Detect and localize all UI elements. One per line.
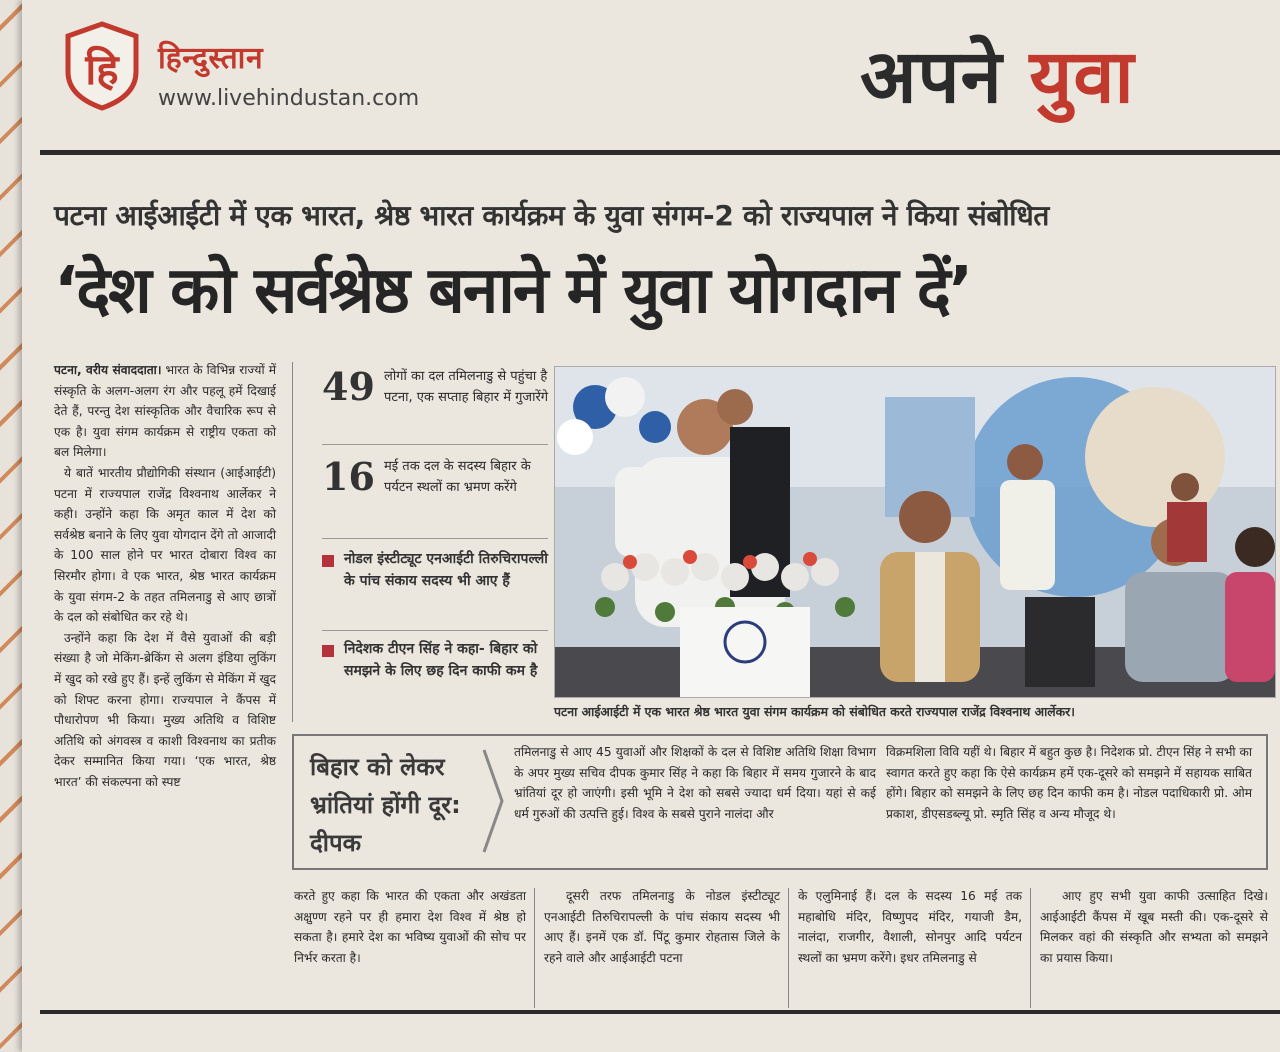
bottom-col-2 [544, 886, 780, 968]
sidebox-title: बिहार को लेकर भ्रांतियां होंगी दूर: दीपक [310, 753, 461, 857]
bottom-col-3 [798, 886, 1022, 968]
stat-text: लोगों का दल तमिलनाडु से पहुंचा है पटना, एक सप्ताह बिहार में गुजारेंगे [384, 369, 549, 405]
stat-number: 49 [322, 364, 375, 409]
sidebox-col-2: विक्रमशिला विवि यहीं थे। बिहार में बहुत कुछ है। निदेशक प्रो. टीएन सिंह ने सभी का स्वागत करते हुए कहा कि ऐसे कार्यक्रम हमें एक-दूसरे को समझने में सहायक साबित होंगे। बिहार को समझने के लिए छह दिन काफी कम है। नोडल पदाधिकारी प्रो. ओम प्रकाश, डीएसडब्ल्यू प्रो. स्मृति सिंह व अन्य मौजूद थे। [886, 745, 1252, 821]
left-para-1-text: भारत के विभिन्न राज्यों में संस्कृति के अलग-अलग रंग और पहलू हमें दिखाई देते हैं, परन्तु देश सांस्कृतिक और वैचारिक रूप से एक है। युवा संगम कार्यक्रम से राष्ट्रीय एकता को बल मिलेगा। [54, 363, 276, 460]
brand-url: www.livehindustan.com [158, 86, 420, 111]
hindustan-logo-icon [64, 20, 140, 112]
left-column [54, 360, 276, 792]
event-photo [554, 366, 1276, 698]
left-para-3: उन्होंने कहा कि देश में वैसे युवाओं की बड़ी संख्या है जो मेकिंग-ब्रेकिंग से अलग इंडिया लुकिंग में खुद को रखे हुए हैं। इन्हें लुकिंग से मेकिंग में खुद को शिफ्ट करना होगा। राज्यपाल ने कैंपस में पौधारोपण भी किया। मुख्य अतिथि व विशिष्ट अतिथि को अंगवस्त्र व काशी विश्वनाथ का प्रतीक देकर सम्मानित किया गया। ‘एक भारत, श्रेष्ठ भारत’ की संकल्पना को स्पष्ट [54, 630, 276, 789]
bottom-para-3: के एलुमिनाई हैं। दल के सदस्य 16 मई तक महाबोधि मंदिर, विष्णुपद मंदिर, गयाजी डैम, नालंदा, राजगीर, वैशाली, सोनपुर आदि पर्यटन स्थलों का भ्रमण करेंगे। इधर तमिलनाडु से [798, 889, 1022, 965]
left-para-2: ये बातें भारतीय प्रौद्योगिकी संस्थान (आईआईटी) पटना में राज्यपाल राजेंद्र विश्वनाथ आर्लेकर ने कही। उन्होंने कहा कि अमृत काल में देश को सर्वश्रेष्ठ बनाने के लिए युवा योगदान देंगे तो आजादी के 100 साल होने पर भारत दोबारा विश्व का सिरमौर होगा। वे एक भारत, श्रेष्ठ भारत कार्यक्रम के युवा संगम-2 के तहत तमिलनाडु से आए छात्रों के दल को संबोधित कर रहे थे। [54, 465, 276, 625]
column-divider [534, 888, 535, 1008]
section-title [860, 34, 1135, 120]
chevron-right-icon [480, 746, 506, 856]
photo-illustration [555, 367, 1275, 697]
kicker: पटना आईआईटी में एक भारत, श्रेष्ठ भारत कार्यक्रम के युवा संगम-2 को राज्यपाल ने किया संबोधित [54, 199, 1050, 232]
column-divider [788, 888, 789, 1008]
headline: ‘देश को सर्वश्रेष्ठ बनाने में युवा योगदान दें’ [54, 254, 972, 328]
masthead-rule [40, 150, 1280, 155]
stat-number: 16 [322, 454, 375, 499]
brand-name: हिन्दुस्तान [158, 41, 264, 76]
left-para-1 [54, 360, 276, 463]
bottom-col-4 [1040, 886, 1268, 968]
divider [322, 538, 548, 539]
section-title-part2: युवा [1029, 34, 1135, 120]
bottom-rule [40, 1010, 1280, 1014]
sidebox-col-1: तमिलनाडु से आए 45 युवाओं और शिक्षकों के दल से विशिष्ट अतिथि शिक्षा विभाग के अपर मुख्य सचिव दीपक कुमार सिंह ने कहा कि बिहार में समय गुजारने के बाद भ्रांतियां दूर हो जाएंगी। इसी भूमि ने देश को सबसे ज्यादा धर्म दिया। यहां से कई धर्म गुरुओं की उत्पत्ति हुई। विश्व के सबसे पुराने नालंदा और [514, 745, 876, 821]
bottom-para-4: आए हुए सभी युवा काफी उत्साहित दिखे। आईआईटी कैंपस में खूब मस्ती की। एक-दूसरे से मिलकर वहां की संस्कृति और सभ्यता को समझने का प्रयास किया। [1040, 889, 1268, 965]
sidebox [292, 734, 1268, 870]
svg-text:हि: हि [85, 45, 119, 94]
bullet-text: निदेशक टीएन सिंह ने कहा- बिहार को समझने के लिए छह दिन काफी कम है [344, 641, 538, 679]
column-divider [292, 362, 293, 722]
divider [322, 630, 548, 631]
column-divider [1030, 888, 1031, 1008]
bullet-text: नोडल इंस्टीट्यूट एनआईटी तिरुचिरापल्ली के पांच संकाय सदस्य भी आए हैं [344, 551, 548, 589]
section-title-part1: अपने [860, 34, 1030, 120]
square-bullet-icon [322, 645, 334, 657]
photo-caption: पटना आईआईटी में एक भारत श्रेष्ठ भारत युवा संगम कार्यक्रम को संबोधित करते राज्यपाल राजेंद्र विश्वनाथ आर्लेकर। [554, 704, 1075, 719]
stat-text: मई तक दल के सदस्य बिहार के पर्यटन स्थलों का भ्रमण करेंगे [384, 459, 531, 495]
divider [322, 444, 548, 445]
byline: पटना, वरीय संवाददाता। [54, 363, 162, 377]
bottom-col-1 [294, 886, 526, 968]
bottom-para-2: दूसरी तरफ तमिलनाडु के नोडल इंस्टीट्यूट एनआईटी तिरुचिरापल्ली के पांच संकाय सदस्य भी आए हैं। इनमें एक डॉ. पिंटू कुमार रोहतास जिले के रहने वाले और आईआईटी पटना [544, 889, 780, 965]
bottom-para-1: करते हुए कहा कि भारत की एकता और अखंडता अक्षुण्ण रहने पर ही हमारा देश विश्व में श्रेष्ठ हो सकता है। हमारे देश का भविष्य युवाओं की सोच पर निर्भर करता है। [294, 889, 526, 965]
square-bullet-icon [322, 555, 334, 567]
